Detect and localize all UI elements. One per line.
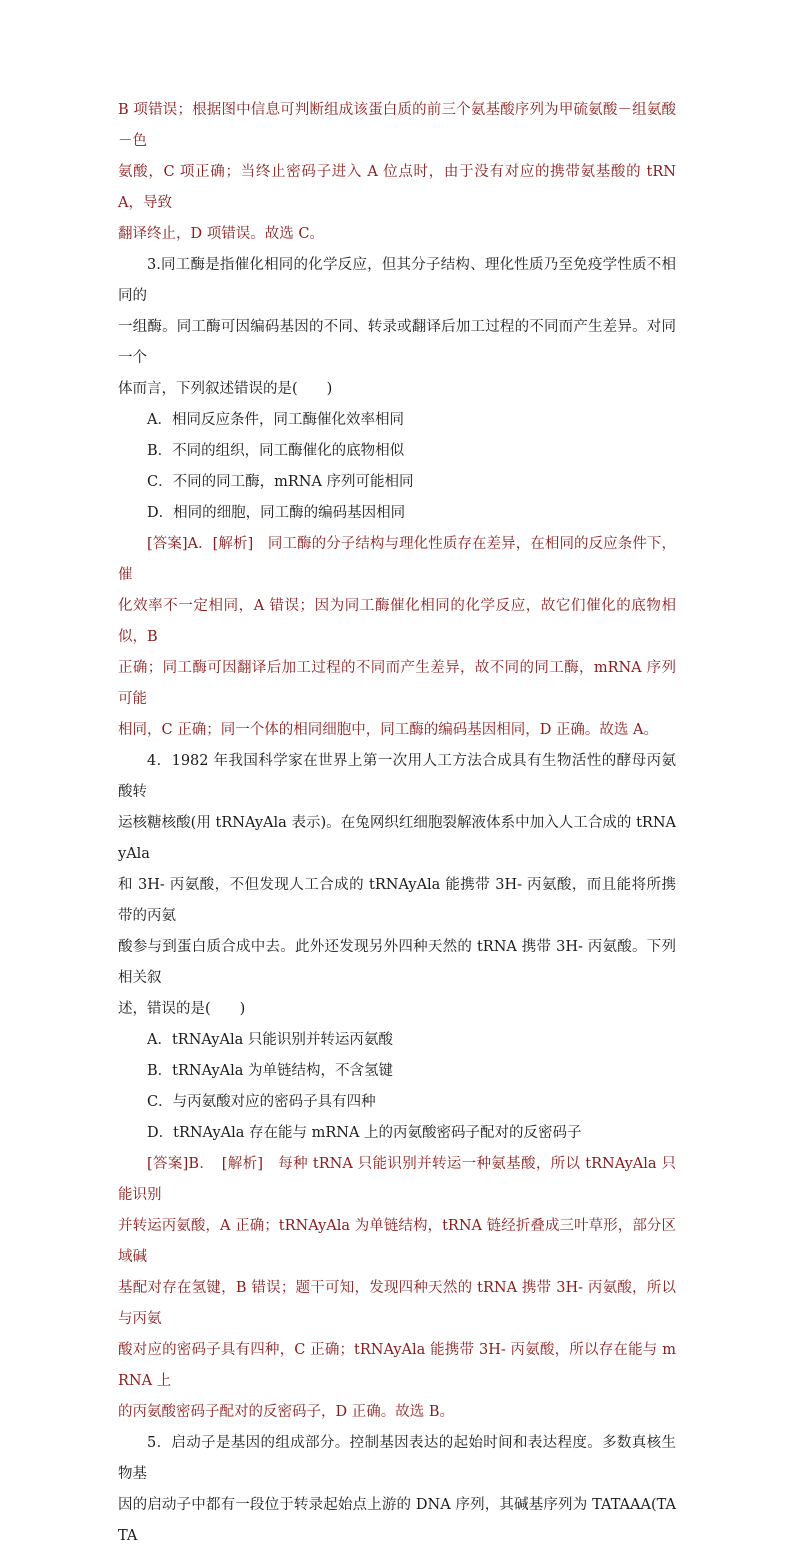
answer-explanation: [答案]B． [解析] 每种 tRNA 只能识别并转运一种氨基酸，所以 tRNAyAla 只能识别: [118, 1156, 676, 1203]
question-stem: 3.同工酶是指催化相同的化学反应，但其分子结构、理化性质乃至免疫学性质不相同的: [118, 257, 676, 304]
option-d: D．相同的细胞，同工酶的编码基因相同: [147, 505, 406, 521]
option-c: C．不同的同工酶，mRNA 序列可能相同: [147, 474, 414, 490]
question-stem: 酸参与到蛋白质合成中去。此外还发现另外四种天然的 tRNA 携带 3H- 丙氨酸。下列相关叙: [118, 939, 676, 986]
previous-answer-continuation: [118, 95, 676, 250]
option-d: D．tRNAyAla 存在能与 mRNA 上的丙氨酸密码子配对的反密码子: [147, 1125, 582, 1141]
text-line: 翻译终止，D 项错误。故选 C。: [118, 226, 324, 242]
answer-explanation: [答案]A．[解析] 同工酶的分子结构与理化性质存在差异，在相同的反应条件下，催: [118, 536, 676, 583]
text-line: B 项错误；根据图中信息可判断组成该蛋白质的前三个氨基酸序列为甲硫氨酸－组氨酸－色: [118, 102, 676, 149]
question-stem: 述，错误的是( ): [118, 1001, 246, 1017]
answer-explanation: 的丙氨酸密码子配对的反密码子，D 正确。故选 B。: [118, 1404, 454, 1420]
answer-explanation: 基配对存在氢键，B 错误；题干可知，发现四种天然的 tRNA 携带 3H- 丙氨酸，所以与丙氨: [118, 1280, 676, 1327]
question-stem: 和 3H- 丙氨酸，不但发现人工合成的 tRNAyAla 能携带 3H- 丙氨酸，而且能将所携带的丙氨: [118, 877, 676, 924]
option-a: A．相同反应条件，同工酶催化效率相同: [147, 412, 404, 428]
question-4: [118, 746, 676, 1428]
option-b: B．不同的组织，同工酶催化的底物相似: [147, 443, 405, 459]
option-a: A．tRNAyAla 只能识别并转运丙氨酸: [147, 1032, 393, 1048]
question-stem: 5．启动子是基因的组成部分。控制基因表达的起始时间和表达程度。多数真核生物基: [118, 1435, 676, 1482]
question-3: [118, 250, 676, 746]
answer-explanation: 并转运丙氨酸，A 正确；tRNAyAla 为单链结构，tRNA 链经折叠成三叶草形，部分区域碱: [118, 1218, 676, 1265]
answer-explanation: 酸对应的密码子具有四种，C 正确；tRNAyAla 能携带 3H- 丙氨酸，所以存在能与 mRNA 上: [118, 1342, 676, 1389]
question-stem: 一组酶。同工酶可因编码基因的不同、转录或翻译后加工过程的不同而产生差异。对同一个: [118, 319, 676, 366]
answer-explanation: 化效率不一定相同，A 错误；因为同工酶催化相同的化学反应，故它们催化的底物相似，B: [118, 598, 676, 645]
question-stem: 体而言，下列叙述错误的是( ): [118, 381, 333, 397]
text-line: 氨酸，C 项正确；当终止密码子进入 A 位点时，由于没有对应的携带氨基酸的 tRNA，导致: [118, 164, 676, 211]
option-c: C．与丙氨酸对应的密码子具有四种: [147, 1094, 376, 1110]
question-5: [118, 1428, 676, 1552]
answer-explanation: 相同，C 正确；同一个体的相同细胞中，同工酶的编码基因相同，D 正确。故选 A。: [118, 722, 659, 738]
question-stem: 4．1982 年我国科学家在世界上第一次用人工方法合成具有生物活性的酵母丙氨酸转: [118, 753, 676, 800]
question-stem: 因的启动子中都有一段位于转录起始点上游的 DNA 序列，其碱基序列为 TATAAA(TATA: [118, 1497, 676, 1544]
answer-explanation: 正确；同工酶可因翻译后加工过程的不同而产生差异，故不同的同工酶，mRNA 序列可能: [118, 660, 676, 707]
question-stem: 运核糖核酸(用 tRNAyAla 表示)。在兔网织红细胞裂解液体系中加入人工合成的 tRNAyAla: [118, 815, 676, 862]
option-b: B．tRNAyAla 为单链结构，不含氢键: [147, 1063, 394, 1079]
